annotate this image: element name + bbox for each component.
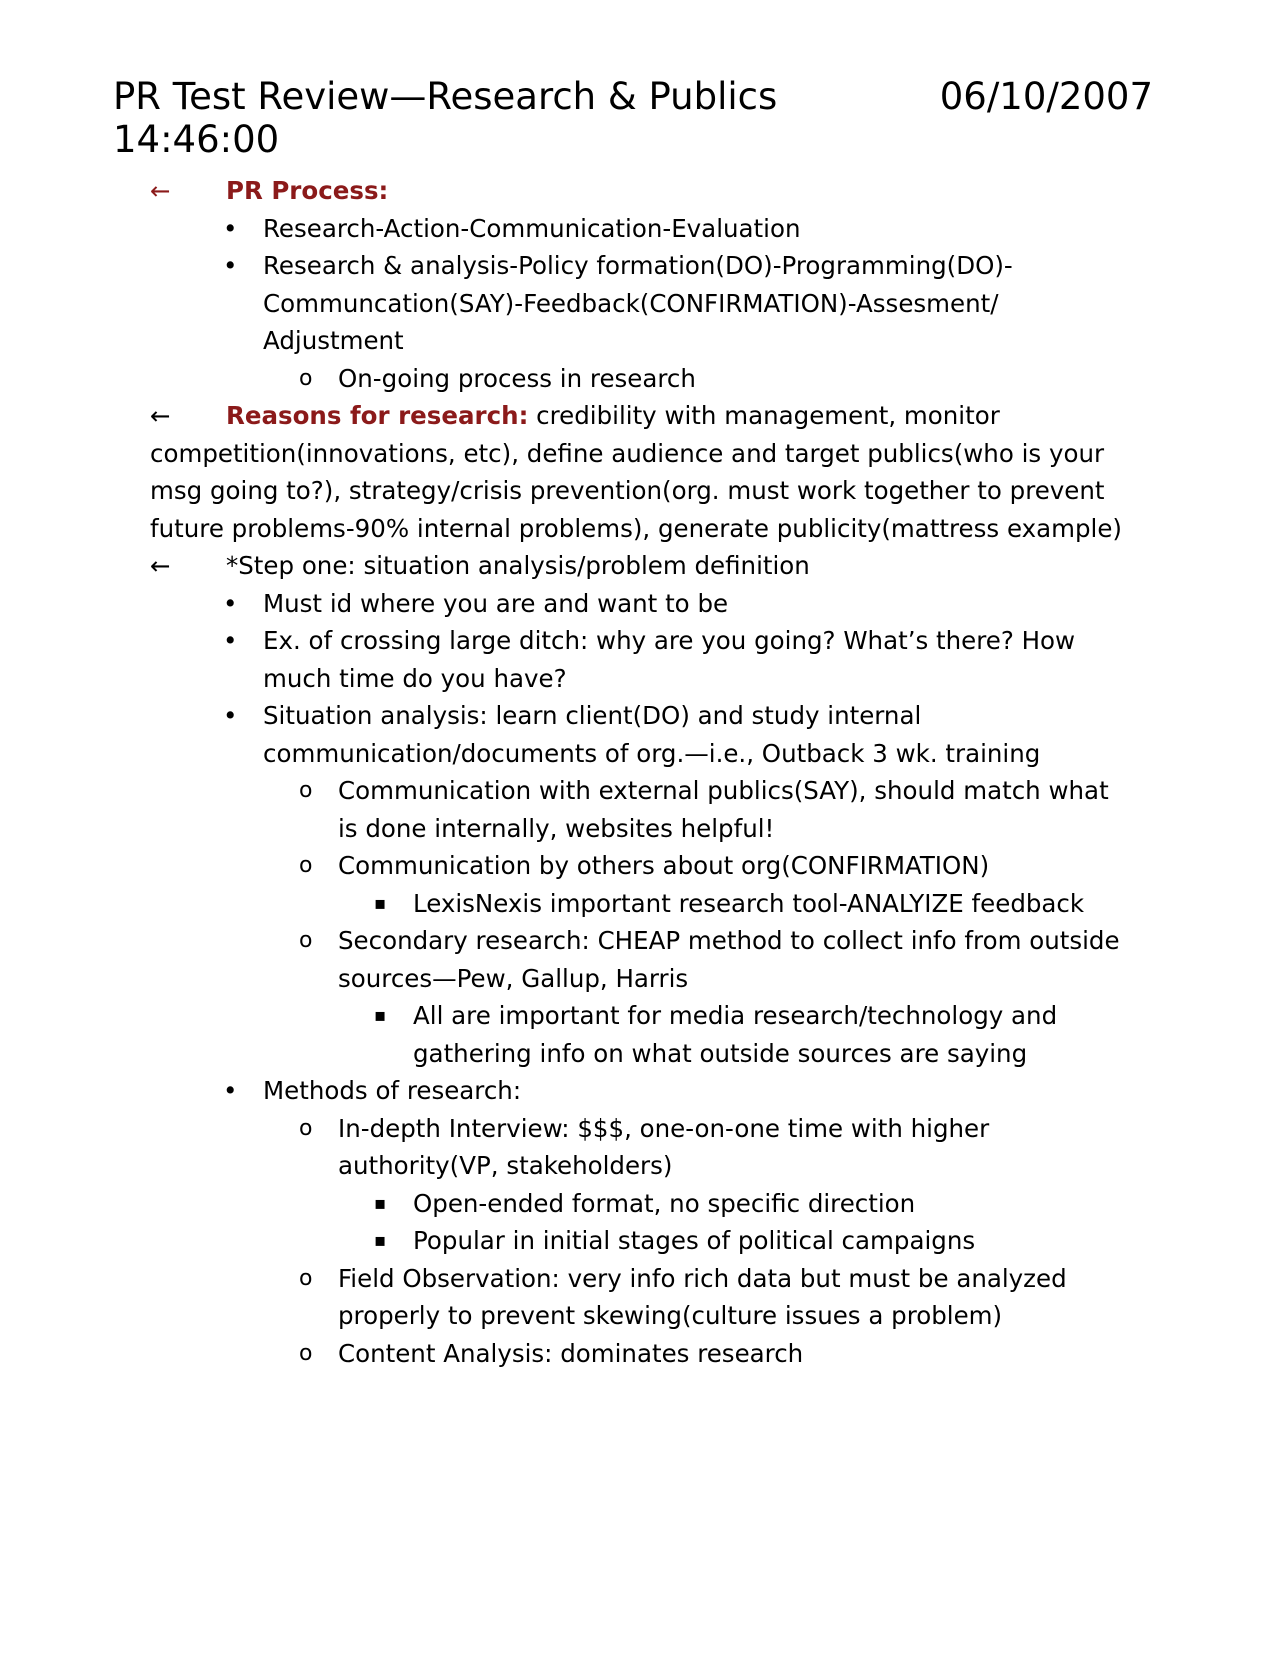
arrow-icon: ← bbox=[150, 176, 171, 205]
sub-bullet-icon: o bbox=[299, 1115, 313, 1141]
sub-list-item-text: Secondary research: CHEAP method to collect info from outside sources—Pew, Gallup, Harris bbox=[338, 926, 1120, 993]
header-title-line bbox=[113, 75, 1153, 119]
sub-list-item-text: In-depth Interview: $$$, one-on-one time with higher authority(VP, stakeholders) bbox=[338, 1113, 990, 1180]
document-date: 06/10/2007 bbox=[939, 75, 1153, 118]
square-list-item-text: Open-ended format, no specific direction bbox=[413, 1188, 916, 1218]
list-item bbox=[150, 210, 1130, 248]
sub-bullet-icon: o bbox=[299, 853, 313, 878]
list-item-text: Research & analysis-Policy formation(DO)-Programming(DO)-Communcation(SAY)-Feedback(CONFIRMATION)-Assesment/ Adjustment bbox=[263, 251, 1013, 355]
bullet-icon: • bbox=[223, 1076, 238, 1105]
header-time-line bbox=[113, 118, 1153, 162]
square-bullet-icon: ▪ bbox=[374, 1005, 387, 1026]
list-item bbox=[150, 622, 1130, 697]
bullet-icon: • bbox=[223, 251, 238, 280]
sub-bullet-icon: o bbox=[299, 778, 313, 803]
sub-list-item bbox=[150, 1260, 1130, 1335]
section-heading: PR Process: bbox=[226, 176, 389, 205]
arrow-icon: ← bbox=[150, 551, 171, 580]
notes-body bbox=[150, 172, 1130, 1372]
section-pr-process bbox=[150, 172, 1130, 210]
square-list-item-text: Popular in initial stages of political campaigns bbox=[413, 1226, 976, 1255]
sub-list-item-text: Communication by others about org(CONFIRMATION) bbox=[338, 851, 990, 880]
square-bullet-icon: ▪ bbox=[374, 1192, 387, 1214]
sub-bullet-icon: o bbox=[299, 1265, 313, 1291]
document-time: 14:46:00 bbox=[113, 118, 280, 161]
sub-bullet-icon: o bbox=[299, 928, 313, 953]
bullet-icon: • bbox=[223, 588, 238, 618]
sub-list-item-text: Communication with external publics(SAY), should match what is done internally, websites helpful! bbox=[338, 776, 1109, 843]
square-list-item bbox=[150, 885, 1130, 923]
arrow-icon: ← bbox=[150, 401, 171, 430]
bullet-icon: • bbox=[223, 213, 238, 243]
sub-list-item-text: On-going process in research bbox=[338, 363, 696, 393]
sub-bullet-icon: o bbox=[299, 1340, 313, 1366]
section-heading: *Step one: situation analysis/problem definition bbox=[226, 551, 810, 580]
list-item-text: Ex. of crossing large ditch: why are you going? What’s there? How much time do you have? bbox=[263, 626, 1076, 693]
list-item-text: Must id where you are and want to be bbox=[263, 588, 729, 618]
list-item bbox=[150, 247, 1130, 360]
sub-list-item bbox=[150, 1110, 1130, 1185]
square-list-item-text: LexisNexis important research tool-ANALYIZE feedback bbox=[413, 888, 1085, 918]
section-text: credibility with management, monitor competition(innovations, etc), define audience and target publics(who is your msg going to?), strategy/crisis prevention(org. must work together to prevent future problems-90% internal problems), generate publicity(mattress example) bbox=[150, 401, 1122, 543]
sub-list-item-text: Content Analysis: dominates research bbox=[338, 1338, 804, 1368]
list-item bbox=[150, 1072, 1130, 1110]
list-item-text: Research-Action-Communication-Evaluation bbox=[263, 213, 801, 243]
square-list-item bbox=[150, 1222, 1130, 1260]
sub-list-item bbox=[150, 1335, 1130, 1373]
square-list-item bbox=[150, 997, 1130, 1072]
document-title: PR Test Review—Research & Publics bbox=[113, 75, 778, 118]
list-item bbox=[150, 697, 1130, 772]
section-step-one bbox=[150, 547, 1130, 585]
sub-bullet-icon: o bbox=[299, 365, 313, 391]
sub-list-item-text: Field Observation: very info rich data but must be analyzed properly to prevent skewing(culture issues a problem) bbox=[338, 1263, 1067, 1330]
section-heading: Reasons for research: bbox=[226, 401, 529, 430]
sub-list-item bbox=[150, 847, 1130, 885]
bullet-icon: • bbox=[223, 626, 238, 655]
section-reasons bbox=[150, 397, 1130, 547]
square-list-item-text: All are important for media research/technology and gathering info on what outside sources are saying bbox=[413, 1001, 1058, 1068]
list-item-text: Situation analysis: learn client(DO) and study internal communication/documents of org.—i.e., Outback 3 wk. training bbox=[263, 701, 1041, 768]
sub-list-item bbox=[150, 772, 1130, 847]
list-item-text: Methods of research: bbox=[263, 1076, 522, 1105]
bullet-icon: • bbox=[223, 701, 238, 730]
square-bullet-icon: ▪ bbox=[374, 892, 387, 914]
sub-list-item bbox=[150, 360, 1130, 398]
list-item bbox=[150, 585, 1130, 623]
square-list-item bbox=[150, 1185, 1130, 1223]
square-bullet-icon: ▪ bbox=[374, 1230, 387, 1251]
sub-list-item bbox=[150, 922, 1130, 997]
